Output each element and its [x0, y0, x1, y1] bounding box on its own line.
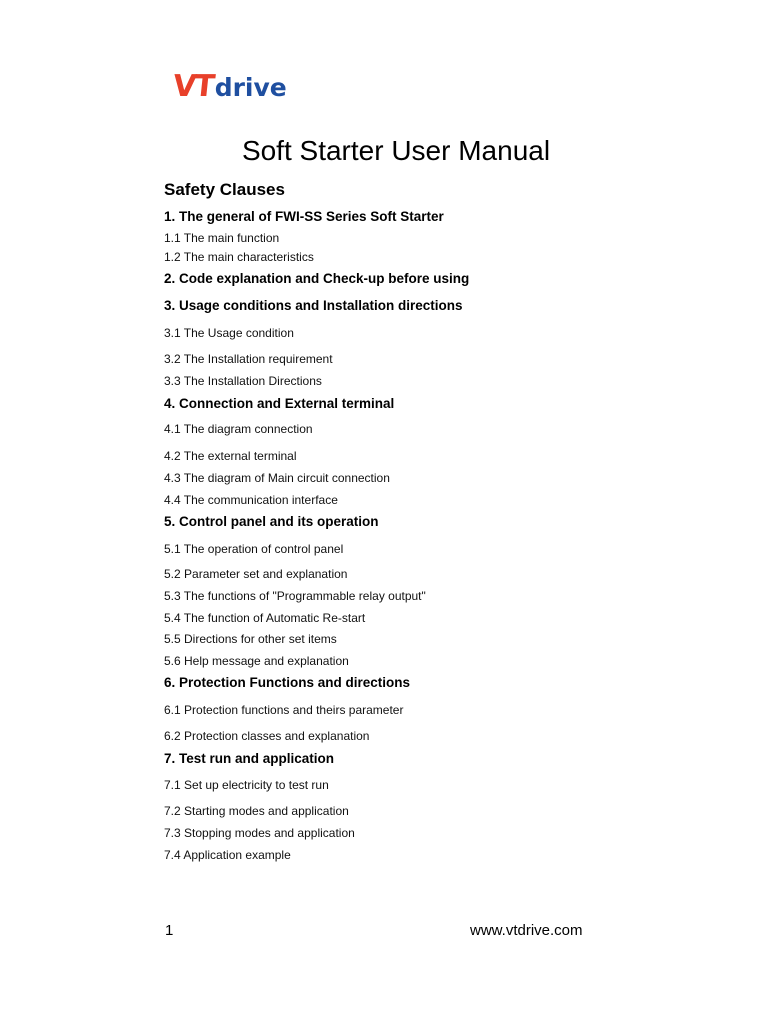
- toc-subsection: 4.1 The diagram connection: [164, 422, 313, 436]
- toc-subsection: 5.3 The functions of "Programmable relay output": [164, 589, 426, 603]
- toc-subsection: 5.1 The operation of control panel: [164, 542, 344, 556]
- toc-major-heading: Safety Clauses: [164, 180, 285, 199]
- toc-subsection: 7.1 Set up electricity to test run: [164, 778, 329, 792]
- document-title: Soft Starter User Manual: [241, 135, 551, 166]
- toc-subsection: 7.3 Stopping modes and application: [164, 826, 355, 840]
- toc-subsection: 1.2 The main characteristics: [164, 250, 314, 264]
- toc-subsection: 5.2 Parameter set and explanation: [164, 567, 348, 581]
- toc-subsection: 6.2 Protection classes and explanation: [164, 729, 370, 743]
- page-number: 1: [165, 922, 174, 939]
- vtdrive-logo: [171, 69, 287, 110]
- logo-vt-text: VT: [171, 69, 215, 104]
- toc-subsection: 7.2 Starting modes and application: [164, 804, 349, 818]
- website-url: www.vtdrive.com: [470, 922, 583, 939]
- toc-section-heading: 4. Connection and External terminal: [164, 396, 395, 411]
- toc-section-heading: 2. Code explanation and Check-up before using: [164, 271, 470, 286]
- logo-drive-text: drive: [214, 73, 287, 102]
- toc-subsection: 5.5 Directions for other set items: [164, 632, 337, 646]
- toc-subsection: 4.2 The external terminal: [164, 449, 297, 463]
- toc-subsection: 3.3 The Installation Directions: [164, 374, 322, 388]
- toc-subsection: 3.1 The Usage condition: [164, 326, 294, 340]
- toc-section-heading: 7. Test run and application: [164, 751, 335, 766]
- toc-section-heading: 1. The general of FWI-SS Series Soft Starter: [164, 209, 444, 224]
- toc-subsection: 3.2 The Installation requirement: [164, 352, 333, 366]
- toc-subsection: 7.4 Application example: [164, 848, 291, 862]
- toc-section-heading: 6. Protection Functions and directions: [164, 675, 411, 690]
- toc-subsection: 1.1 The main function: [164, 231, 280, 245]
- toc-subsection: 4.3 The diagram of Main circuit connection: [164, 471, 390, 485]
- toc-subsection: 5.4 The function of Automatic Re-start: [164, 611, 366, 625]
- toc-section-heading: 5. Control panel and its operation: [164, 514, 379, 529]
- toc-subsection: 6.1 Protection functions and theirs parameter: [164, 703, 404, 717]
- toc-section-heading: 3. Usage conditions and Installation directions: [164, 298, 463, 313]
- toc-subsection: 5.6 Help message and explanation: [164, 654, 349, 668]
- toc-subsection: 4.4 The communication interface: [164, 493, 338, 507]
